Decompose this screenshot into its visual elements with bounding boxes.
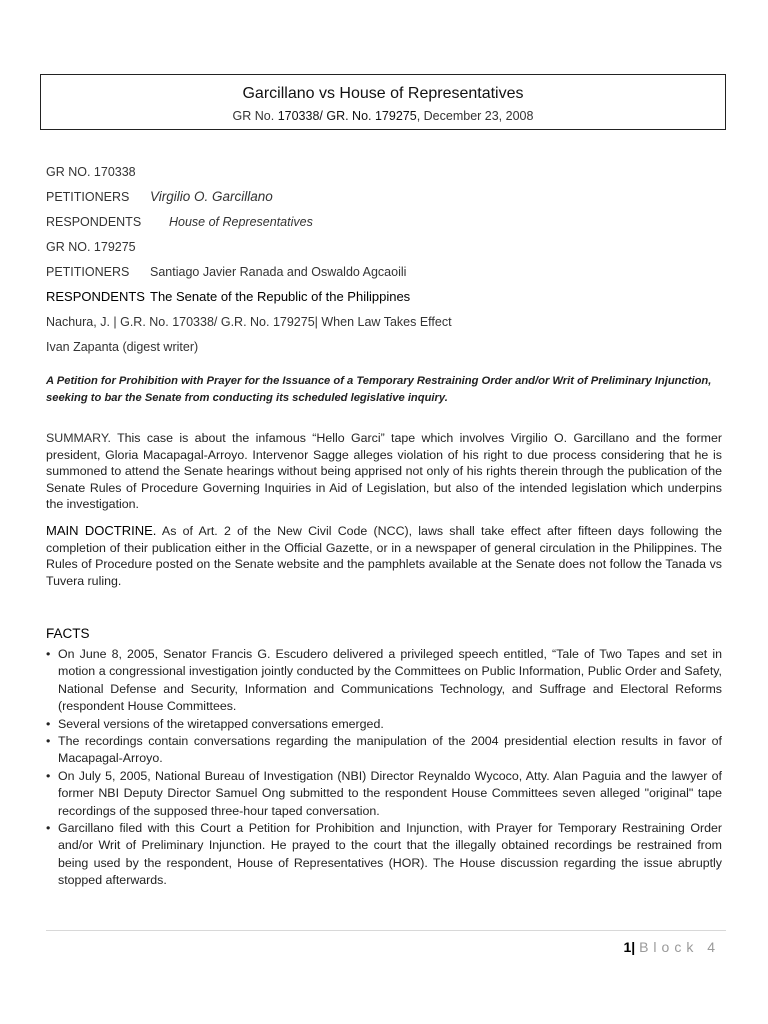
case-metadata (46, 162, 452, 362)
gr-prefix: GR No. (232, 109, 278, 123)
digest-writer: Ivan Zapanta (digest writer) (46, 340, 199, 354)
facts-list (46, 646, 722, 890)
facts-heading: FACTS (46, 626, 90, 641)
doctrine-label: MAIN DOCTRINE. (46, 523, 157, 538)
list-item: • Several versions of the wiretapped conversations emerged. (46, 716, 722, 733)
doctrine-text: As of Art. 2 of the New Civil Code (NCC), laws shall take effect after fifteen days following the completion of their publication either in the Official Gazette, or in a newspaper of general circulation in the Philippines. The Rules of Procedure posted on the Senate website and the pamphlets available at the Senate does not follow the Tanada vs Tuvera ruling. (46, 524, 722, 588)
petitioners-value: Virgilio O. Garcillano (150, 189, 273, 204)
respondents-value: House of Representatives (169, 215, 313, 229)
respondents-label: RESPONDENTS (46, 289, 145, 304)
petitioners-label: PETITIONERS (46, 190, 130, 204)
summary-label: SUMMARY. (46, 431, 111, 445)
ponente-line: Nachura, J. | G.R. No. 170338/ G.R. No. 179275| When Law Takes Effect (46, 315, 452, 329)
petitioners-row-2 (46, 262, 452, 287)
summary-paragraph (46, 430, 722, 513)
summary-text: This case is about the infamous “Hello Garci” tape which involves Virgilio O. Garcillano and the former president, Gloria Macapagal-Arroyo. Intervenor Sagge alleges violation of his right to due process considering that he is summoned to attend the Senate hearings without being apprised not only of his rights therein through the publication of the Senate Rules of Procedure Governing Inquiries in Aid of Legislation, but also of the intended legislation which underpins the investigation. (46, 431, 722, 511)
petition-abstract: A Petition for Prohibition with Prayer for the Issuance of a Temporary Restraining Order and/or Writ of Preliminary Injunction, seeking to bar the Senate from conducting its scheduled legislative inquiry. (46, 375, 712, 404)
petitioners-label: PETITIONERS (46, 265, 130, 279)
block-label: Block 4 (639, 939, 720, 955)
list-item: • The recordings contain conversations regarding the manipulation of the 2004 presidential election results in favor of Macapagal-Arroyo. (46, 733, 722, 768)
petitioners-value: Santiago Javier Ranada and Oswaldo Agcaoili (150, 265, 407, 279)
gr-no-2: GR NO. 179275 (46, 240, 136, 254)
document-title: Garcillano vs House of Representatives (242, 85, 524, 102)
respondents-label: RESPONDENTS (46, 215, 142, 229)
page-separator: | (631, 939, 636, 955)
title-box (40, 74, 726, 130)
petitioners-row-1 (46, 187, 452, 212)
gr-numbers: 170338/ GR. No. 179275 (277, 109, 417, 123)
respondents-row-2 (46, 287, 452, 312)
list-item: • On June 8, 2005, Senator Francis G. Escudero delivered a privileged speech entitled, “Tale of Two Tapes and set in motion a congressional investigation jointly conducted by the Committees on Public Information, Public Order and Safety, National Defense and Security, Information and Communications Technology, and Suffrage and Electoral Reforms (respondent House Committees. (46, 646, 722, 716)
footer-divider (46, 930, 726, 931)
respondents-value: The Senate of the Republic of the Philippines (150, 289, 411, 304)
list-item: • Garcillano filed with this Court a Petition for Prohibition and Injunction, with Prayer for Temporary Restraining Order and/or Writ of Preliminary Injunction. He prayed to the court that the illegally obtained recordings be restrained from being used by the respondent, House of Representatives (HOR). The House discussion regarding the issue abruptly stopped afterwards. (46, 820, 722, 890)
gr-no-1: GR NO. 170338 (46, 165, 136, 179)
doctrine-paragraph (46, 523, 722, 589)
list-item: • On July 5, 2005, National Bureau of Investigation (NBI) Director Reynaldo Wycoco, Atty. Alan Paguia and the lawyer of former NBI Deputy Director Samuel Ong submitted to the respondent House Committees seven alleged "original" tape recordings of the supposed three-hour taped conversation. (46, 768, 722, 820)
gr-line (41, 109, 725, 123)
page-footer (623, 939, 720, 955)
gr-date: , December 23, 2008 (416, 109, 534, 123)
page-number: 1 (623, 939, 632, 955)
respondents-row-1 (46, 212, 452, 237)
